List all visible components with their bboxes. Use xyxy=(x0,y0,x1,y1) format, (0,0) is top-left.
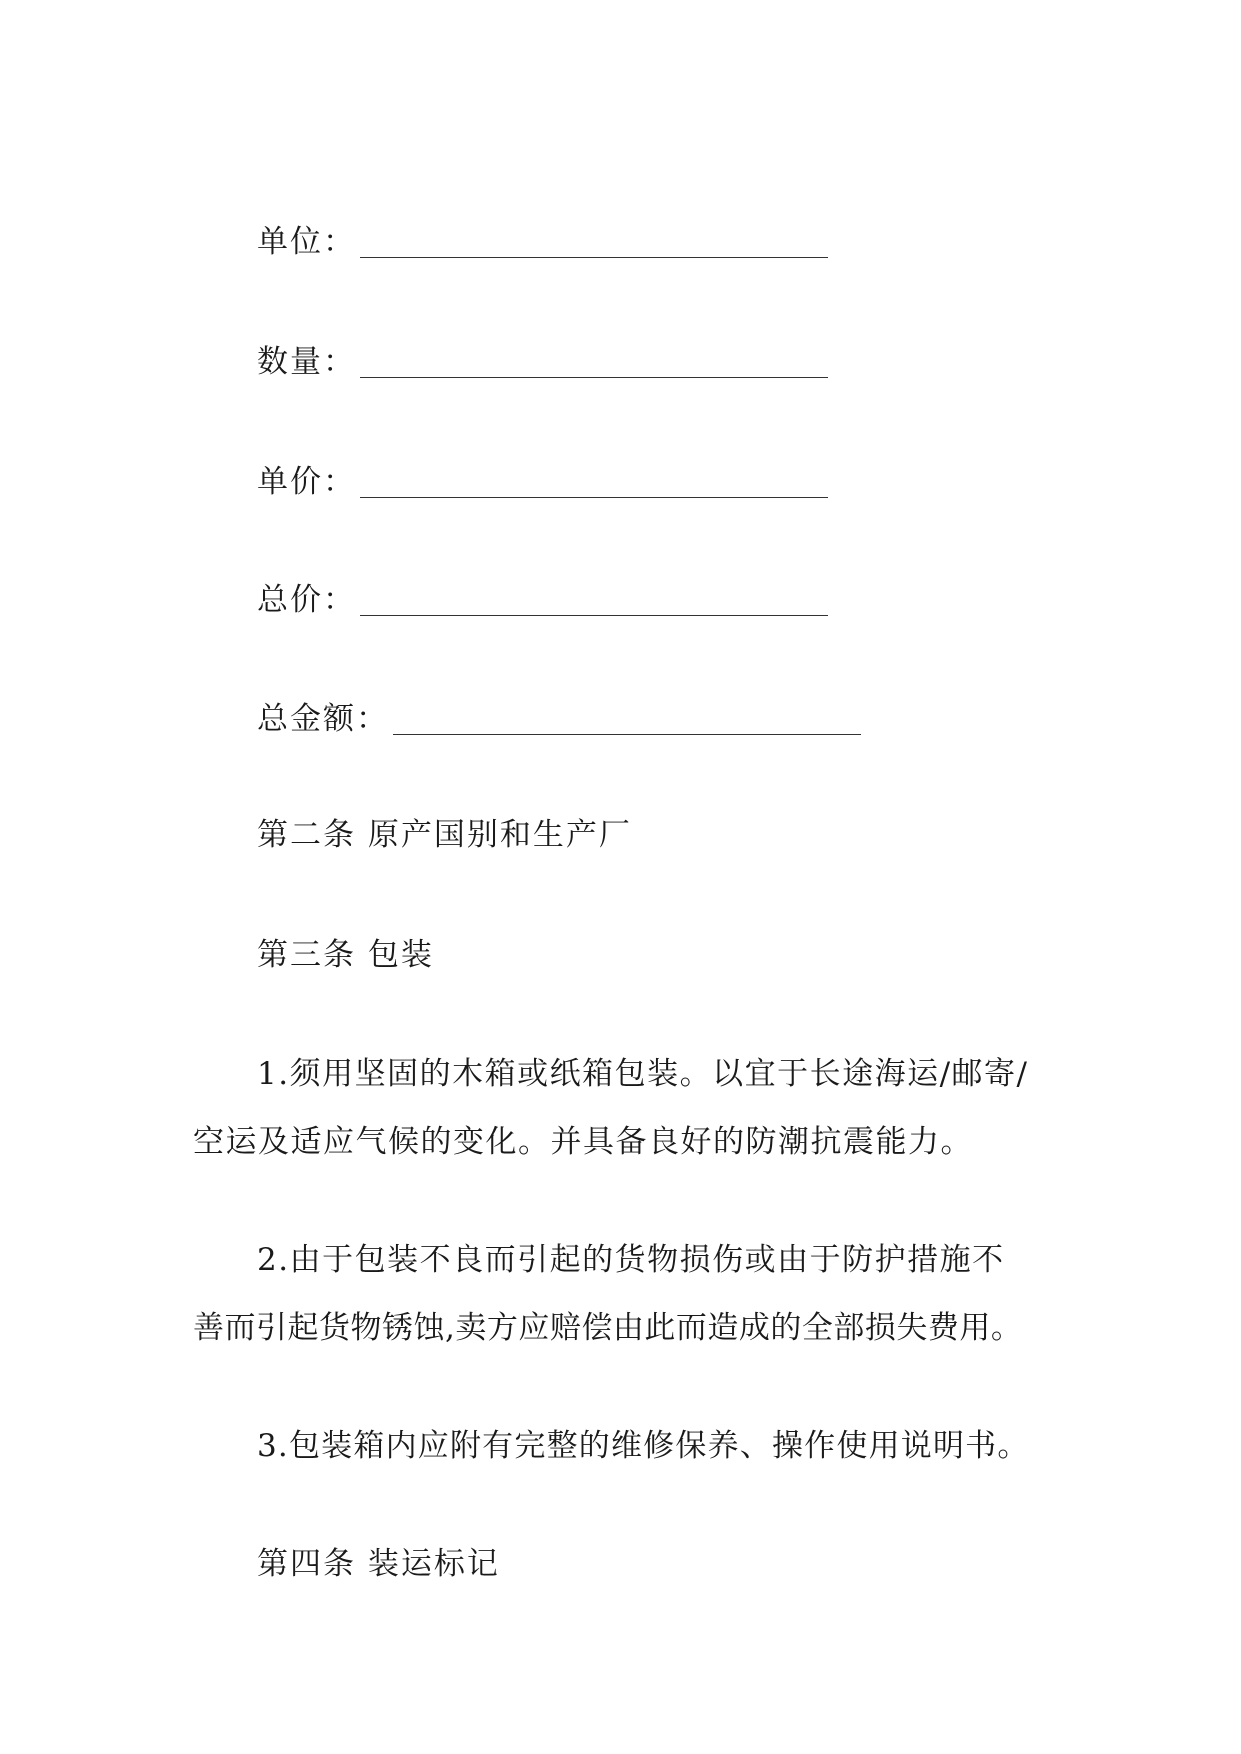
paragraph-2-line-2: 善而引起货物锈蚀,卖方应赔偿由此而造成的全部损失费用。 xyxy=(193,1310,1023,1346)
field-blank-unit-price xyxy=(360,496,828,498)
field-label-quantity: 数量： xyxy=(257,344,356,380)
field-label-unit: 单位： xyxy=(257,224,356,260)
field-blank-quantity xyxy=(360,376,828,378)
field-unit-price xyxy=(257,462,828,502)
field-label-unit-price: 单价： xyxy=(257,464,356,500)
article-3-heading: 第三条 包装 xyxy=(257,937,434,973)
field-blank-unit xyxy=(360,256,828,258)
paragraph-2-line-1: 2.由于包装不良而引起的货物损伤或由于防护措施不 xyxy=(257,1242,1005,1278)
field-unit xyxy=(257,222,828,262)
paragraph-3-line-1: 3.包装箱内应附有完整的维修保养、操作使用说明书。 xyxy=(257,1428,1030,1464)
paragraph-1-line-2: 空运及适应气候的变化。并具备良好的防潮抗震能力。 xyxy=(193,1124,973,1160)
field-total-price xyxy=(257,580,828,620)
paragraph-1-line-1: 1.须用坚固的木箱或纸箱包装。以宜于长途海运/邮寄/ xyxy=(257,1056,1029,1092)
field-blank-total-price xyxy=(360,614,828,616)
field-blank-total-amount xyxy=(393,733,861,735)
field-label-total-amount: 总金额： xyxy=(257,701,389,737)
article-4-heading: 第四条 装运标记 xyxy=(257,1546,500,1582)
field-label-total-price: 总价： xyxy=(257,582,356,618)
field-quantity xyxy=(257,342,828,382)
field-total-amount xyxy=(257,699,861,739)
article-2-heading: 第二条 原产国别和生产厂 xyxy=(257,817,632,853)
